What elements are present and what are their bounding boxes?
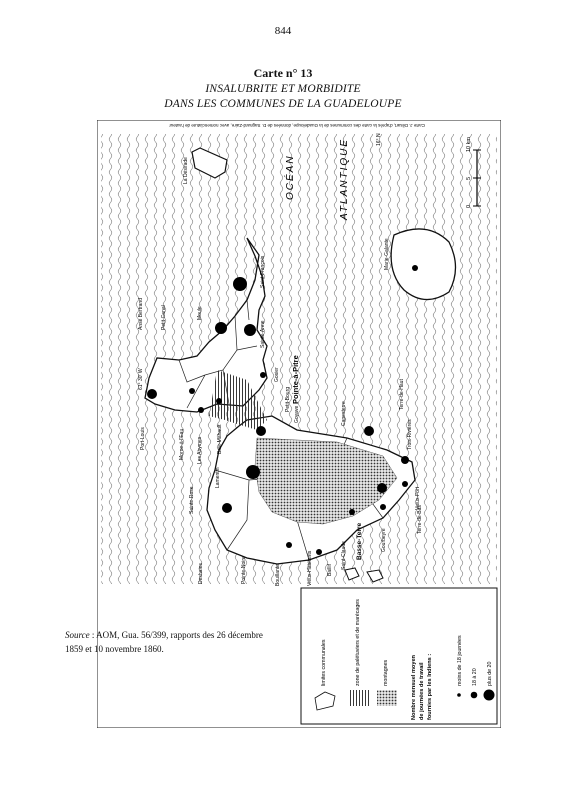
legend-mountain-symbol [377,690,397,706]
legend-marsh-symbol [349,690,369,706]
dot-baie-mahault [256,426,266,436]
dot-vieux-habitants [316,549,322,555]
label-pointe-noire: Pointe-Noire [241,556,247,584]
label-terre-de-bas: Terre-de-Bas [417,505,423,534]
label-morne-a-leau: Morne-à-l'Eau [179,428,185,460]
label-gourbeyre: Gourbeyre [381,528,387,552]
legend-heading-3: fournies par les Indiens : [427,653,433,720]
north-marker: 16° N [376,133,382,146]
label-saint-francois: Saint-François [260,255,266,288]
legend-class-1-label: moins de 18 journées [457,635,463,686]
label-port-louis: Port-Louis [140,427,146,450]
legend-limits-label: limites communales [321,639,327,686]
label-sainte-rose: Sainte-Rose [189,486,195,514]
dot-trois-rivieres [401,456,409,464]
label-desirade: La Désirade [183,157,189,184]
dot-petit-canal [189,388,195,394]
label-anse-bertrand: Anse Bertrand [138,298,144,330]
ocean-label: OCÉAN [285,154,296,200]
label-bouillante: Bouillante [275,564,281,586]
dot-sainte-rose [222,503,232,513]
label-gosier: Gosier [274,367,280,382]
longitude-marker: 61° 30' W [138,368,144,390]
legend-class-3-label: plus de 20 [487,661,493,686]
label-sainte-anne: Sainte-Anne [260,320,266,348]
legend-large-dot [484,690,495,701]
legend-small-dot [457,693,461,697]
dot-morne-a-leau [198,407,204,413]
label-pointe-a-pitre: Pointe-à-Pitre [291,355,300,404]
label-trois-rivieres: Trois-Rivières [407,419,413,450]
dot-anse-bertrand [147,389,157,399]
label-terre-de-haut: Terre-de-Haut [399,379,405,410]
dot-gourbeyre [377,483,387,493]
map-subtitle-line-1: INSALUBRITE ET MORBIDITE [205,83,361,95]
label-capesterre: Capesterre [341,401,347,426]
dot-abymes [216,398,222,404]
map-title: Carte n° 13 [253,66,313,80]
dot-sainte-anne [244,324,256,336]
legend-heading-2: de journées de travail [419,662,425,720]
legend-medium-dot [471,692,478,699]
dot-saint-claude [380,504,386,510]
dot-marie-galante [412,265,418,271]
label-vieux-habitants: Vieux-Habitants [307,550,313,586]
legend-mountains-label: montagnes [383,659,389,686]
dot-bouillante [286,542,292,548]
atlantic-label: ATLANTIQUE [339,137,350,220]
dot-saint-francois [233,277,247,291]
source-label: Source [65,630,90,640]
dot-basse-terre [349,509,355,515]
label-deshaies: Deshaies [198,563,204,584]
source-note [65,628,265,656]
source-text: : AOM, Gua. 56/399, rapports des 26 décembre 1859 et 10 novembre 1860. [65,630,263,654]
map-credit: Carte J. Dilsart, d'après la carte des communes de la Guadeloupe, données de D. Sagnard-Zaire, avec nomenclature de l'auteur [169,123,425,128]
dot-capesterre [364,426,374,436]
label-baie-mahault: Baie-Mahault [217,424,223,454]
label-lamentin: Lamentin [215,467,221,488]
scale-label-0: 0 [466,204,472,208]
label-moule: Moule [197,306,203,320]
label-vieux-fort: Vieux-Fort [415,487,421,510]
label-abymes: Les Abymes [197,436,203,464]
label-petit-bourg: Petit-Bourg [285,386,291,412]
scale-label-5: 5 [466,176,472,180]
label-goyave: Goyave [294,405,300,423]
label-baillif: Baillif [327,564,333,576]
page-number: 844 [274,25,292,37]
legend-marsh-label: zone de palétuviers et de marécages [355,599,361,686]
legend-class-2-label: 18 à 20 [472,668,478,686]
scale-label-10: 10 km [466,137,472,152]
legend-heading-1: Nombre mensuel moyen [411,655,417,720]
dot-lamentin [246,465,260,479]
label-basse-terre: Basse-Terre [356,522,363,560]
label-petit-canal: Petit-Canal [161,305,167,330]
map-subtitle-line-2: DANS LES COMMUNES DE LA GUADELOUPE [164,98,402,110]
dot-moule [215,322,227,334]
label-marie-galante: Marie-Galante [384,238,390,270]
dot-gosier [260,372,266,378]
label-saint-claude: Saint-Claude [341,541,347,570]
dot-vieux-fort [402,481,408,487]
